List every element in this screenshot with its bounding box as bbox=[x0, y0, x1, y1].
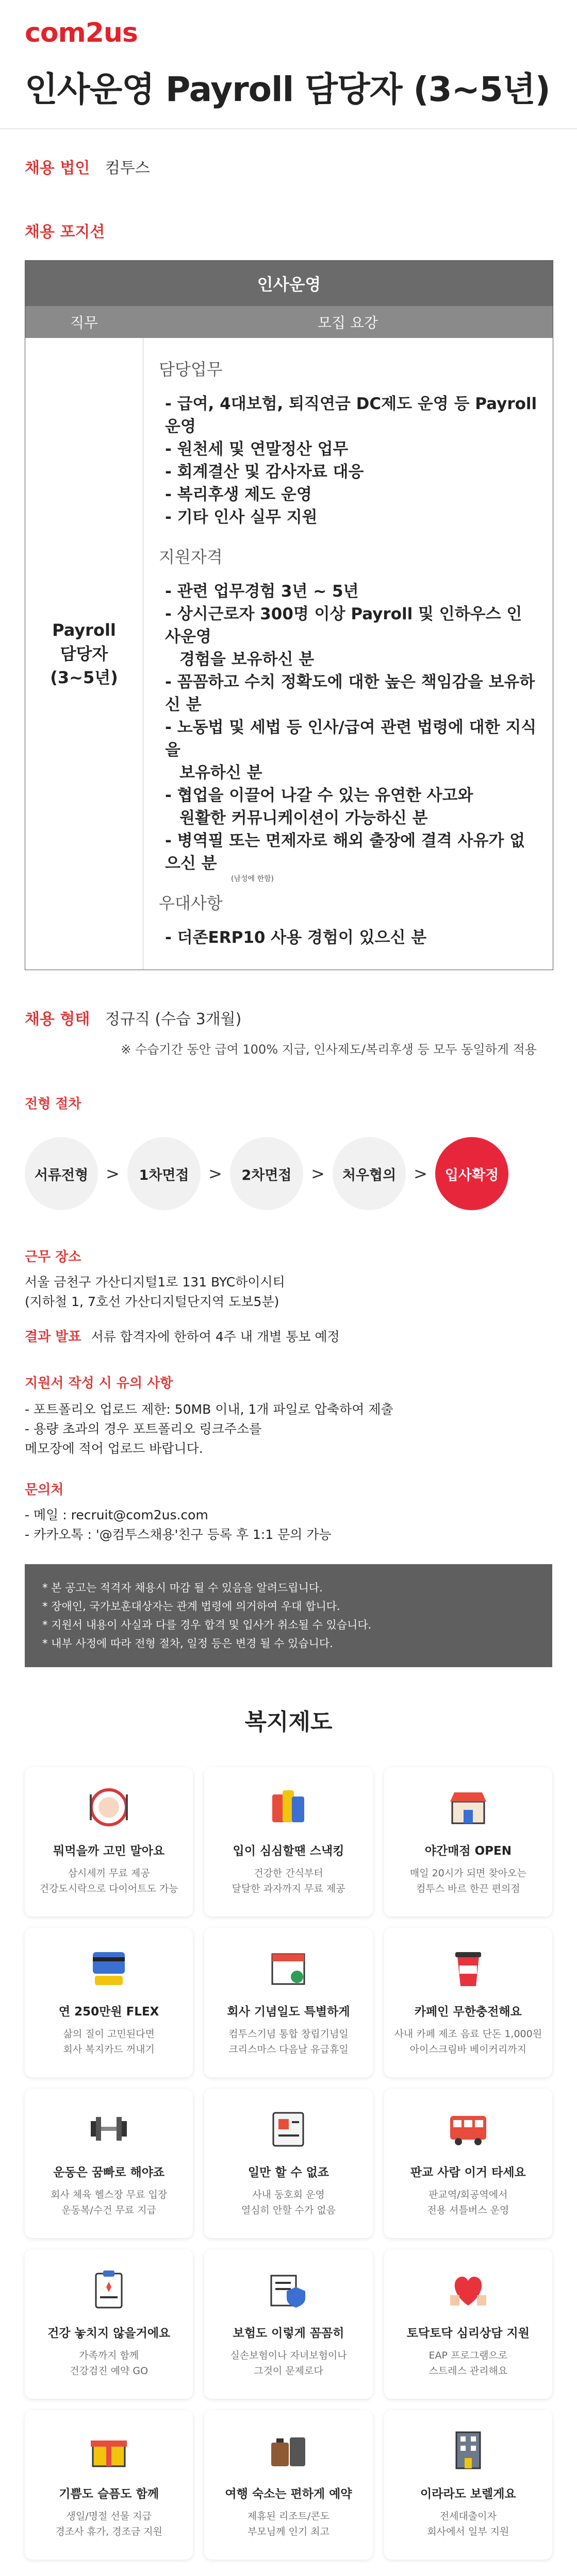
gift-icon bbox=[84, 2426, 134, 2475]
table-header: 인사운영 bbox=[25, 261, 553, 306]
benefit-desc-line: 회사에서 일부 지원 bbox=[427, 2526, 509, 2537]
benefit-desc-line: 크리스마스 다음날 유급휴일 bbox=[228, 2044, 349, 2055]
benefit-card bbox=[384, 1928, 552, 2077]
benefit-desc-line: 스트레스 관리해요 bbox=[428, 2365, 508, 2377]
benefit-desc-line: 아이스크림바 베이커리까지 bbox=[409, 2044, 526, 2055]
benefit-desc bbox=[241, 2187, 336, 2218]
welfare-section bbox=[0, 1703, 577, 2560]
benefit-desc-line: 건강한 간식부터 bbox=[254, 1868, 323, 1879]
company-value: 컴투스 bbox=[105, 159, 150, 177]
snack-icon bbox=[263, 1783, 313, 1832]
benefit-desc-line: EAP 프로그램으로 bbox=[428, 2350, 508, 2361]
col-role-header: 직무 bbox=[70, 314, 98, 331]
benefit-desc bbox=[51, 2187, 167, 2218]
meal-icon bbox=[84, 1783, 134, 1832]
benefit-card bbox=[384, 2089, 552, 2238]
benefit-card bbox=[204, 2249, 372, 2399]
step-arrow: > bbox=[106, 1164, 120, 1183]
company-row bbox=[25, 155, 552, 178]
notice-line: * 지원서 내용이 사실과 다를 경우 합격 및 입사가 취소될 수 있습니다. bbox=[42, 1619, 372, 1631]
clipboard-icon bbox=[84, 2265, 134, 2314]
duty-item: - 회계결산 및 감사자료 대응 bbox=[165, 463, 364, 481]
benefit-title: 기쁨도 슬픔도 함께 bbox=[59, 2487, 159, 2501]
apply-note-line: - 포트폴리오 업로드 제한: 50MB 이내, 1개 파일로 압축하여 제출 bbox=[25, 1402, 393, 1417]
welfare-grid bbox=[0, 1767, 577, 2560]
location-line2: (지하철 1, 7호선 가산디지털단지역 도보5분) bbox=[25, 1294, 279, 1309]
store-icon bbox=[443, 1783, 493, 1832]
benefit-desc-line: 열심히 안할 수가 없음 bbox=[241, 2205, 336, 2216]
benefit-desc bbox=[55, 2509, 162, 2539]
benefit-desc-line: 사내 카페 제조 음료 단돈 1,000원 bbox=[394, 2028, 542, 2040]
benefit-card bbox=[25, 2089, 193, 2238]
benefit-title: 건강 놓치지 않을거에요 bbox=[47, 2327, 171, 2340]
calendar-icon bbox=[263, 1943, 313, 1993]
employment-value: 정규직 (수습 3개월) bbox=[105, 1010, 242, 1028]
apply-note-line: 메모장에 적어 업로드 바랍니다. bbox=[25, 1441, 203, 1456]
benefit-title: 야간매점 OPEN bbox=[424, 1844, 512, 1858]
qual-item: - 꼼꼼하고 수치 정확도에 대한 높은 책임감을 보유하신 분 bbox=[165, 673, 535, 714]
table-subheader bbox=[25, 306, 553, 338]
benefit-desc-line: 매일 20시가 되면 찾아오는 bbox=[409, 1868, 526, 1879]
step-confirmed: 입사확정 bbox=[435, 1137, 508, 1210]
military-note: (남성에 한함) bbox=[231, 875, 274, 883]
notice-line: * 내부 사정에 따라 전형 절차, 일정 등은 변경 될 수 있습니다. bbox=[42, 1637, 333, 1650]
dumbbell-icon bbox=[84, 2104, 134, 2154]
qual-item: - 협업을 이끌어 나갈 수 있는 유연한 사고와 bbox=[165, 786, 473, 805]
benefit-desc-line: 제휴된 리조트/콘도 bbox=[247, 2511, 330, 2522]
result-label: 결과 발표 bbox=[25, 1329, 81, 1345]
header bbox=[0, 0, 577, 111]
benefit-title: 회사 기념일도 특별하게 bbox=[227, 2005, 350, 2019]
benefit-desc-line: 운동복/수건 무료 지급 bbox=[61, 2205, 156, 2216]
benefit-title: 카페인 무한충전해요 bbox=[414, 2005, 522, 2019]
welfare-title: 복지제도 bbox=[244, 1709, 333, 1735]
location-label: 근무 장소 bbox=[25, 1249, 81, 1265]
benefit-title: 여행 숙소는 편하게 예약 bbox=[225, 2487, 352, 2501]
qual-item: 보유하신 분 bbox=[179, 764, 262, 782]
benefit-desc bbox=[40, 1866, 178, 1896]
benefit-card bbox=[25, 2249, 193, 2399]
benefit-desc-line: 사내 동호회 운영 bbox=[252, 2189, 325, 2200]
step-arrow: > bbox=[311, 1164, 325, 1183]
benefit-desc bbox=[63, 2026, 155, 2057]
step-interview-2: 2차면접 bbox=[230, 1137, 303, 1210]
benefit-card bbox=[204, 1767, 372, 1917]
apply-note-line: - 용량 초과의 경우 포트폴리오 링크주소를 bbox=[25, 1421, 262, 1436]
benefit-desc-line: 회사 체육 헬스장 무료 입장 bbox=[51, 2189, 168, 2200]
benefit-desc bbox=[230, 2348, 347, 2379]
benefit-desc-line: 컴투스기념 통합 창립기념일 bbox=[228, 2028, 349, 2040]
result-value: 서류 합격자에 한하여 4주 내 개별 통보 예정 bbox=[91, 1329, 340, 1344]
position-section-label: 채용 포지션 bbox=[25, 223, 105, 241]
insurance-icon bbox=[263, 2265, 313, 2314]
medical-icon bbox=[263, 2104, 313, 2154]
contact-kakao: - 카카오톡 : '@컴투스채용'친구 등록 후 1:1 문의 가능 bbox=[25, 1527, 332, 1542]
location-line1: 서울 금천구 가산디지털1로 131 BYC하이시티 bbox=[25, 1275, 285, 1290]
benefit-desc-line: 판교역/회공역에서 bbox=[428, 2189, 508, 2200]
benefit-desc bbox=[410, 1866, 526, 1896]
benefit-desc-line: 전세대출이자 bbox=[439, 2511, 497, 2522]
contact-label: 문의처 bbox=[25, 1482, 64, 1498]
benefit-title: 운동은 꿈빠로 해야죠 bbox=[53, 2166, 165, 2179]
coffee-icon bbox=[443, 1943, 493, 1993]
benefit-title: 판교 사람 이거 타세요 bbox=[410, 2166, 526, 2179]
benefit-desc-line: 생일/명절 선물 지급 bbox=[66, 2511, 152, 2522]
benefit-title: 토닥토닥 심리상담 지원 bbox=[406, 2327, 530, 2340]
benefit-title: 연 250만원 FLEX bbox=[58, 2005, 159, 2019]
duty-item: - 복리후생 제도 운영 bbox=[165, 485, 312, 504]
quals-title: 지원자격 bbox=[159, 547, 223, 567]
benefit-card bbox=[384, 1767, 552, 1917]
benefit-desc bbox=[232, 1866, 345, 1896]
benefit-desc bbox=[427, 2187, 509, 2218]
benefit-card bbox=[25, 1928, 193, 2077]
benefit-desc bbox=[70, 2348, 148, 2379]
benefit-desc bbox=[228, 2026, 348, 2057]
requirements-cell bbox=[143, 338, 553, 970]
com2us-logo: com2us bbox=[25, 18, 138, 48]
step-arrow: > bbox=[208, 1164, 222, 1183]
step-negotiation: 처우협의 bbox=[333, 1137, 406, 1210]
heart-icon bbox=[443, 2265, 493, 2314]
notice-line: * 본 공고는 적격자 채용시 마감 될 수 있음을 알려드립니다. bbox=[42, 1582, 323, 1594]
employment-row bbox=[25, 1006, 552, 1029]
result-row bbox=[25, 1326, 552, 1347]
duties-title: 담당업무 bbox=[159, 360, 223, 379]
building-icon bbox=[443, 2426, 493, 2475]
apply-note-label: 지원서 작성 시 유의 사항 bbox=[25, 1376, 173, 1391]
qual-item: - 상시근로자 300명 이상 Payroll 및 인하우스 인사운영 bbox=[165, 605, 522, 646]
role-cell bbox=[25, 338, 143, 970]
benefit-card bbox=[384, 2249, 552, 2399]
pref-item: - 더존ERP10 사용 경험이 있으신 분 bbox=[165, 928, 427, 947]
step-arrow: > bbox=[414, 1164, 427, 1183]
role-line: 담당자 bbox=[60, 644, 108, 664]
qual-item: 원활한 커뮤니케이션이 가능하신 분 bbox=[179, 809, 428, 827]
duty-item: - 급여, 4대보험, 퇴직연금 DC제도 운영 등 Payroll 운영 bbox=[165, 395, 537, 436]
notice-box bbox=[25, 1564, 552, 1667]
step-interview-1: 1차면접 bbox=[127, 1137, 201, 1210]
benefit-card bbox=[204, 2410, 372, 2560]
benefit-desc-line: 경조사 휴가, 경조금 지원 bbox=[55, 2526, 163, 2537]
employment-note: ※ 수습기간 동안 급여 100% 지급, 인사제도/복리후생 등 모두 동일하게 적용 bbox=[121, 1042, 537, 1057]
benefit-desc-line: 건강도시락으로 다이어트도 가능 bbox=[39, 1883, 178, 1894]
benefit-desc-line: 실손보험이나 자녀보험이나 bbox=[230, 2350, 347, 2361]
luggage-icon bbox=[263, 2426, 313, 2475]
benefit-desc-line: 회사 복지카드 꺼내기 bbox=[63, 2044, 155, 2055]
benefit-desc-line: 전용 셔틀버스 운영 bbox=[427, 2205, 509, 2216]
prefs-title: 우대사항 bbox=[159, 893, 223, 913]
benefit-card bbox=[204, 2089, 372, 2238]
benefit-desc bbox=[428, 2348, 507, 2379]
benefit-desc bbox=[394, 2026, 542, 2057]
divider bbox=[0, 128, 577, 129]
benefit-title: 보험도 이렇게 꼼꼼히 bbox=[233, 2327, 344, 2340]
contact-email: - 메일 : recruit@com2us.com bbox=[25, 1507, 208, 1522]
table-body bbox=[25, 338, 553, 970]
flex-icon bbox=[84, 1943, 134, 1993]
benefit-desc-line: 가족까지 함께 bbox=[79, 2350, 139, 2361]
qual-item: - 관련 업무경험 3년 ~ 5년 bbox=[165, 582, 359, 601]
notice-line: * 장애인, 국가보훈대상자는 관계 법령에 의거하여 우대 합니다. bbox=[42, 1600, 340, 1613]
benefit-card bbox=[384, 2410, 552, 2560]
benefit-card bbox=[204, 1928, 372, 2077]
benefit-desc-line: 부모님께 인기 최고 bbox=[248, 2526, 329, 2537]
employment-label: 채용 형태 bbox=[25, 1010, 90, 1028]
company-label: 채용 법인 bbox=[25, 159, 90, 177]
page-title: 인사운영 Payroll 담당자 (3~5년) bbox=[25, 70, 550, 109]
duty-item: - 기타 인사 실무 지원 bbox=[165, 508, 318, 527]
benefit-desc-line: 삶의 질이 고민된다면 bbox=[63, 2028, 155, 2040]
col-req-header: 모집 요강 bbox=[317, 314, 378, 331]
benefit-desc-line: 삼시세끼 무료 제공 bbox=[68, 1868, 150, 1879]
step-document: 서류전형 bbox=[25, 1137, 98, 1210]
benefit-desc-line: 컴투스 바르 한끈 편의점 bbox=[416, 1883, 520, 1894]
qual-item: 경험을 보유하신 분 bbox=[179, 650, 315, 669]
benefit-title: 뭐먹을까 고민 말아요 bbox=[53, 1844, 165, 1858]
benefit-desc bbox=[248, 2509, 329, 2539]
benefit-desc bbox=[427, 2509, 509, 2539]
benefit-title: 이라라도 보렐게요 bbox=[420, 2487, 516, 2501]
role-line: (3~5년) bbox=[50, 668, 118, 687]
process-label: 전형 절차 bbox=[25, 1096, 81, 1112]
benefit-card bbox=[25, 2410, 193, 2560]
process-steps bbox=[25, 1137, 552, 1210]
benefit-desc-line: 달달한 과자까지 무료 제공 bbox=[232, 1883, 345, 1894]
position-table bbox=[25, 260, 553, 970]
benefit-desc-line: 그것이 문제로다 bbox=[254, 2365, 323, 2377]
benefit-title: 일만 할 수 없죠 bbox=[248, 2166, 329, 2179]
role-line: Payroll bbox=[52, 620, 116, 640]
benefit-title: 입이 심심할땐 스낵킹 bbox=[233, 1844, 344, 1858]
duty-item: - 원천세 및 연말정산 업무 bbox=[165, 440, 349, 459]
benefit-desc-line: 건강검진 예약 GO bbox=[70, 2365, 149, 2377]
benefit-card bbox=[25, 1767, 193, 1917]
bus-icon bbox=[443, 2104, 493, 2154]
qual-item: - 병역필 또는 면제자로 해외 출장에 결격 사유가 없으신 분 bbox=[165, 832, 525, 873]
qual-item: - 노동법 및 세법 등 인사/급여 관련 법령에 대한 지식을 bbox=[165, 718, 537, 759]
